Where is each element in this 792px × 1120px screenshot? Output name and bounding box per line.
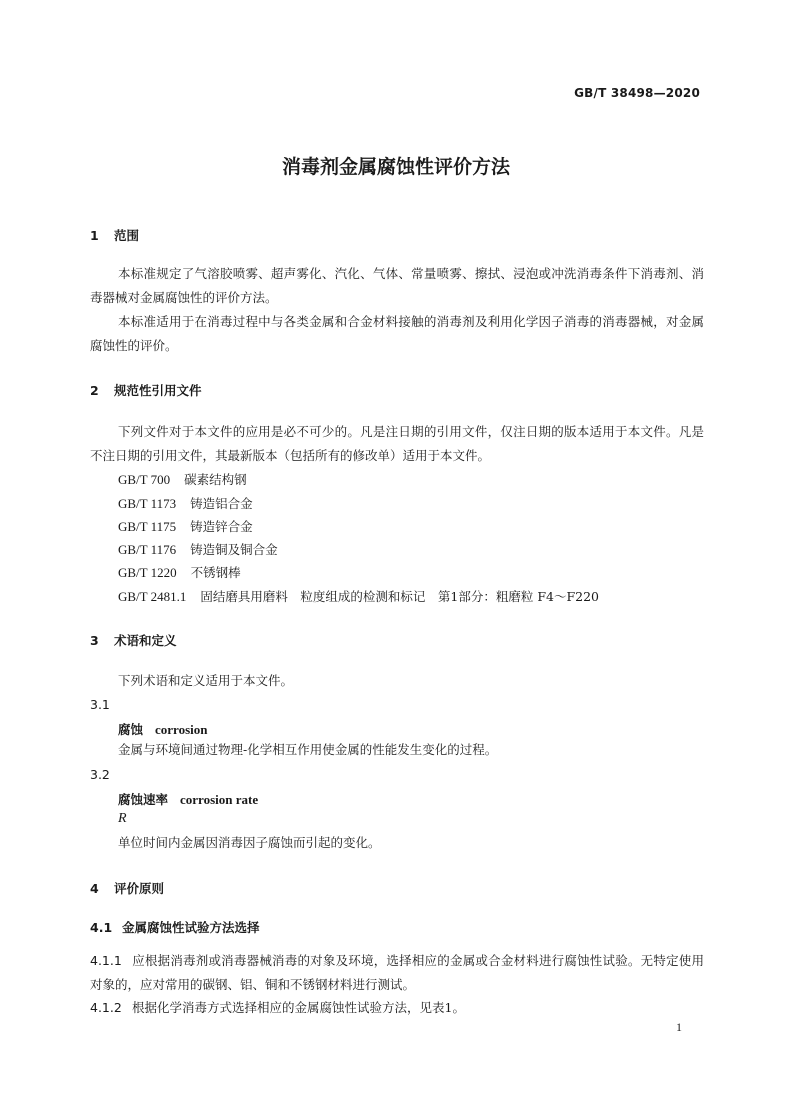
subsection-4-1-heading [90,918,260,936]
term-entry [118,790,258,808]
references-intro-paragraph: 下列文件对于本文件的应用是必不可少的。凡是注日期的引用文件，仅注日期的版本适用于本文件。凡是不注日期的引用文件，其最新版本（包括所有的修改单）适用于本文件。 [90,424,704,463]
section-2-heading [90,381,202,399]
reference-code: GB/T 1220 [118,565,177,580]
clause-4-1-2 [90,996,704,1020]
reference-item [118,470,247,488]
reference-title: 铸造铝合金 [190,496,253,511]
section-4-heading [90,879,164,897]
clause-number: 4.1.1 [90,953,122,968]
reference-title: 固结磨具用磨料 粒度组成的检测和标记 第1部分：粗磨粒 F4～F220 [200,589,599,604]
reference-item [118,517,253,535]
term-entry [118,720,208,738]
reference-code: GB/T 1176 [118,542,177,557]
standard-number: GB/T 38498—2020 [574,86,700,100]
reference-title: 铸造锌合金 [190,519,253,534]
reference-code: GB/T 1175 [118,519,177,534]
clause-text: 根据化学消毒方式选择相应的金属腐蚀性试验方法，见表1。 [132,1000,465,1015]
section-title: 评价原则 [114,881,165,896]
section-title: 规范性引用文件 [114,383,202,398]
section-title: 范围 [114,228,140,243]
reference-item [118,587,599,605]
scope-paragraph-1: 本标准规定了气溶胶喷雾、超声雾化、汽化、气体、常量喷雾、擦拭、浸泡或冲洗消毒条件下消毒剂、消毒器械对金属腐蚀性的评价方法。 [90,266,704,305]
clause-text: 应根据消毒剂或消毒器械消毒的对象及环境，选择相应的金属或合金材料进行腐蚀性试验。无特定使用对象的，应对常用的碳钢、铝、铜和不锈钢材料进行测试。 [90,953,704,992]
scope-paragraph-2: 本标准适用于在消毒过程中与各类金属和合金材料接触的消毒剂及利用化学因子消毒的消毒器械，对金属腐蚀性的评价。 [90,314,704,353]
subsection-title: 金属腐蚀性试验方法选择 [122,920,260,935]
document-title: 消毒剂金属腐蚀性评价方法 [281,156,510,178]
reference-code: GB/T 2481.1 [118,589,187,604]
clause-number: 4.1.2 [90,1000,122,1015]
term-definition: 金属与环境间通过物理-化学相互作用使金属的性能发生变化的过程。 [118,742,498,757]
section-number: 4 [90,881,99,896]
reference-item [118,540,278,558]
reference-title: 碳素结构钢 [184,472,247,487]
reference-title: 不锈钢棒 [190,565,241,580]
terms-intro: 下列术语和定义适用于本文件。 [118,673,294,688]
term-symbol: R [118,811,127,826]
term-number: 3.2 [90,767,110,782]
section-number: 3 [90,633,99,648]
reference-code: GB/T 700 [118,472,171,487]
subsection-number: 4.1 [90,920,113,935]
page-number: 1 [676,1020,682,1034]
term-chinese: 腐蚀 [118,722,144,737]
clause-4-1-1 [90,949,704,996]
reference-item [118,563,241,581]
section-title: 术语和定义 [114,633,177,648]
reference-code: GB/T 1173 [118,496,177,511]
term-definition: 单位时间内金属因消毒因子腐蚀而引起的变化。 [118,835,381,850]
term-english: corrosion rate [180,792,259,807]
section-1-heading [90,226,139,244]
section-3-heading [90,631,177,649]
term-english: corrosion [155,722,208,737]
term-number: 3.1 [90,697,110,712]
term-chinese: 腐蚀速率 [118,792,169,807]
section-number: 1 [90,228,99,243]
reference-item [118,494,253,512]
reference-title: 铸造铜及铜合金 [190,542,278,557]
section-number: 2 [90,383,99,398]
